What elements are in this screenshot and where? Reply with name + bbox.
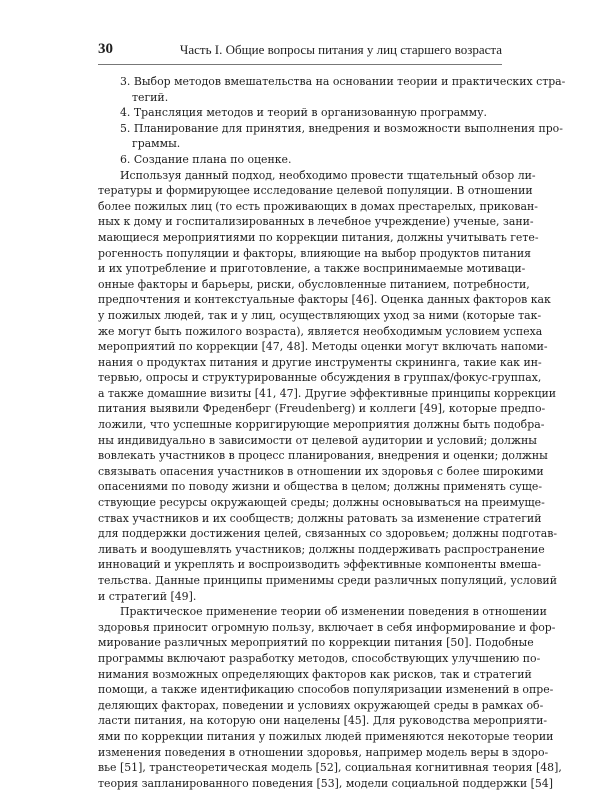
page-number: 30 bbox=[98, 41, 113, 57]
paragraph-line: ложили, что успешные корригирующие мероприятия должны быть подобра- bbox=[98, 418, 545, 432]
paragraph-line: вовлекать участников в процесс планирования, внедрения и оценки; должны bbox=[98, 449, 548, 463]
paragraph-line: Используя данный подход, необходимо провести тщательный обзор ли- bbox=[120, 168, 536, 182]
paragraph-line: вье [51], транстеоретическая модель [52], социальная когнитивная теория [48], bbox=[98, 761, 562, 775]
paragraph-line: Практическое применение теории об изменении поведения в отношении bbox=[120, 605, 547, 619]
header-rule bbox=[98, 64, 502, 65]
paragraph-line: тературы и формирующее исследование целевой популяции. В отношении bbox=[98, 184, 533, 198]
paragraph-line: онные факторы и барьеры, риски, обусловленные питанием, потребности, bbox=[98, 277, 530, 291]
paragraph-line: у пожилых людей, так и у лиц, осуществляющих уход за ними (которые так- bbox=[98, 308, 542, 322]
paragraph-line: теория запланированного поведения [53], модели социальной поддержки [54] bbox=[98, 776, 553, 790]
paragraph-line: ласти питания, на которую они нацелены [45]. Для руководства мероприяти- bbox=[98, 714, 548, 728]
paragraph-line: связывать опасения участников в отношении их здоровья с более широкими bbox=[98, 464, 544, 478]
paragraph-line: тервью, опросы и структурированные обсуждения в группах/фокус-группах, bbox=[98, 371, 542, 385]
list-item-line: 3. Выбор методов вмешательства на основании теории и практических стра- bbox=[120, 75, 566, 88]
paragraph-line: ствах участников и их сообществ; должны ратовать за изменение стратегий bbox=[98, 511, 542, 525]
paragraph-line: же могут быть пожилого возраста), является необходимым условием успеха bbox=[98, 324, 543, 338]
paragraph-line: мероприятий по коррекции [47, 48]. Методы оценки могут включать напоми- bbox=[98, 340, 548, 354]
paragraph-line: мирование различных мероприятий по коррекции питания [50]. Подобные bbox=[98, 636, 534, 650]
page-content bbox=[98, 74, 566, 791]
paragraph-1 bbox=[98, 168, 558, 605]
paragraph-line: ных к дому и госпитализированных в лечебное учреждение) ученые, зани- bbox=[98, 215, 534, 229]
paragraph-line: ливать и воодушевлять участников; должны поддерживать распространение bbox=[98, 542, 545, 556]
paragraph-line: предпочтения и контекстуальные факторы [46]. Оценка данных факторов как bbox=[98, 293, 551, 307]
paragraph-line: ствующие ресурсы окружающей среды; должны основываться на преимуще- bbox=[98, 496, 545, 510]
page-header bbox=[98, 41, 502, 61]
paragraph-line: ны индивидуально в зависимости от целевой аудитории и условий; должны bbox=[98, 433, 537, 447]
paragraph-line: для поддержки достижения целей, связанных со здоровьем; должны подготав- bbox=[98, 527, 558, 541]
list-item-line: 4. Трансляция методов и теорий в организованную программу. bbox=[120, 106, 487, 120]
paragraph-line: нимания возможных определяющих факторов как рисков, так и стратегий bbox=[98, 667, 532, 681]
paragraph-line: инноваций и укреплять и воспроизводить эффективные компоненты вмеша- bbox=[98, 558, 542, 572]
paragraph-line: опасениями по поводу жизни и общества в целом; должны применять суще- bbox=[98, 480, 543, 494]
paragraph-line: деляющих факторах, поведении и условиях окружающей среды в рамках об- bbox=[98, 698, 544, 712]
paragraph-2 bbox=[98, 604, 562, 791]
paragraph-line: нания о продуктах питания и другие инструменты скрининга, такие как ин- bbox=[98, 355, 542, 369]
list-item-line: 5. Планирование для принятия, внедрения и возможности выполнения про- bbox=[120, 121, 563, 135]
paragraph-line: здоровья приносит огромную пользу, включает в себя информирование и фор- bbox=[98, 620, 556, 634]
list-item-line: 6. Создание плана по оценке. bbox=[120, 152, 292, 166]
paragraph-line: питания выявили Фреденберг (Freudenberg) и коллеги [49], которые предпо- bbox=[98, 402, 546, 416]
paragraph-line: изменения поведения в отношении здоровья, например модель веры в здоро- bbox=[98, 745, 549, 759]
paragraph-line: ями по коррекции питания у пожилых людей применяются некоторые теории bbox=[98, 729, 554, 743]
paragraph-line: и стратегий [49]. bbox=[98, 589, 197, 603]
paragraph-line: и их употребление и приготовление, а также воспринимаемые мотиваци- bbox=[98, 262, 526, 276]
paragraph-line: мающиеся мероприятиями по коррекции питания, должны учитывать гете- bbox=[98, 230, 539, 244]
paragraph-line: помощи, а также идентификацию способов популяризации изменений в опре- bbox=[98, 683, 554, 697]
paragraph-line: а также домашние визиты [41, 47]. Другие эффективные принципы коррекции bbox=[98, 386, 557, 400]
paragraph-line: тельства. Данные принципы применимы среди различных популяций, условий bbox=[98, 574, 557, 587]
numbered-list bbox=[98, 74, 566, 168]
list-item-line: тегий. bbox=[132, 90, 169, 104]
paragraph-line: рогенность популяции и факторы, влияющие на выбор продуктов питания bbox=[98, 246, 532, 260]
paragraph-line: программы включают разработку методов, способствующих улучшению по- bbox=[98, 651, 541, 665]
running-title: Часть I. Общие вопросы питания у лиц старшего возраста bbox=[179, 42, 502, 57]
list-item-line: граммы. bbox=[132, 137, 181, 151]
paragraph-line: более пожилых лиц (то есть проживающих в домах престарелых, прикован- bbox=[98, 199, 538, 213]
